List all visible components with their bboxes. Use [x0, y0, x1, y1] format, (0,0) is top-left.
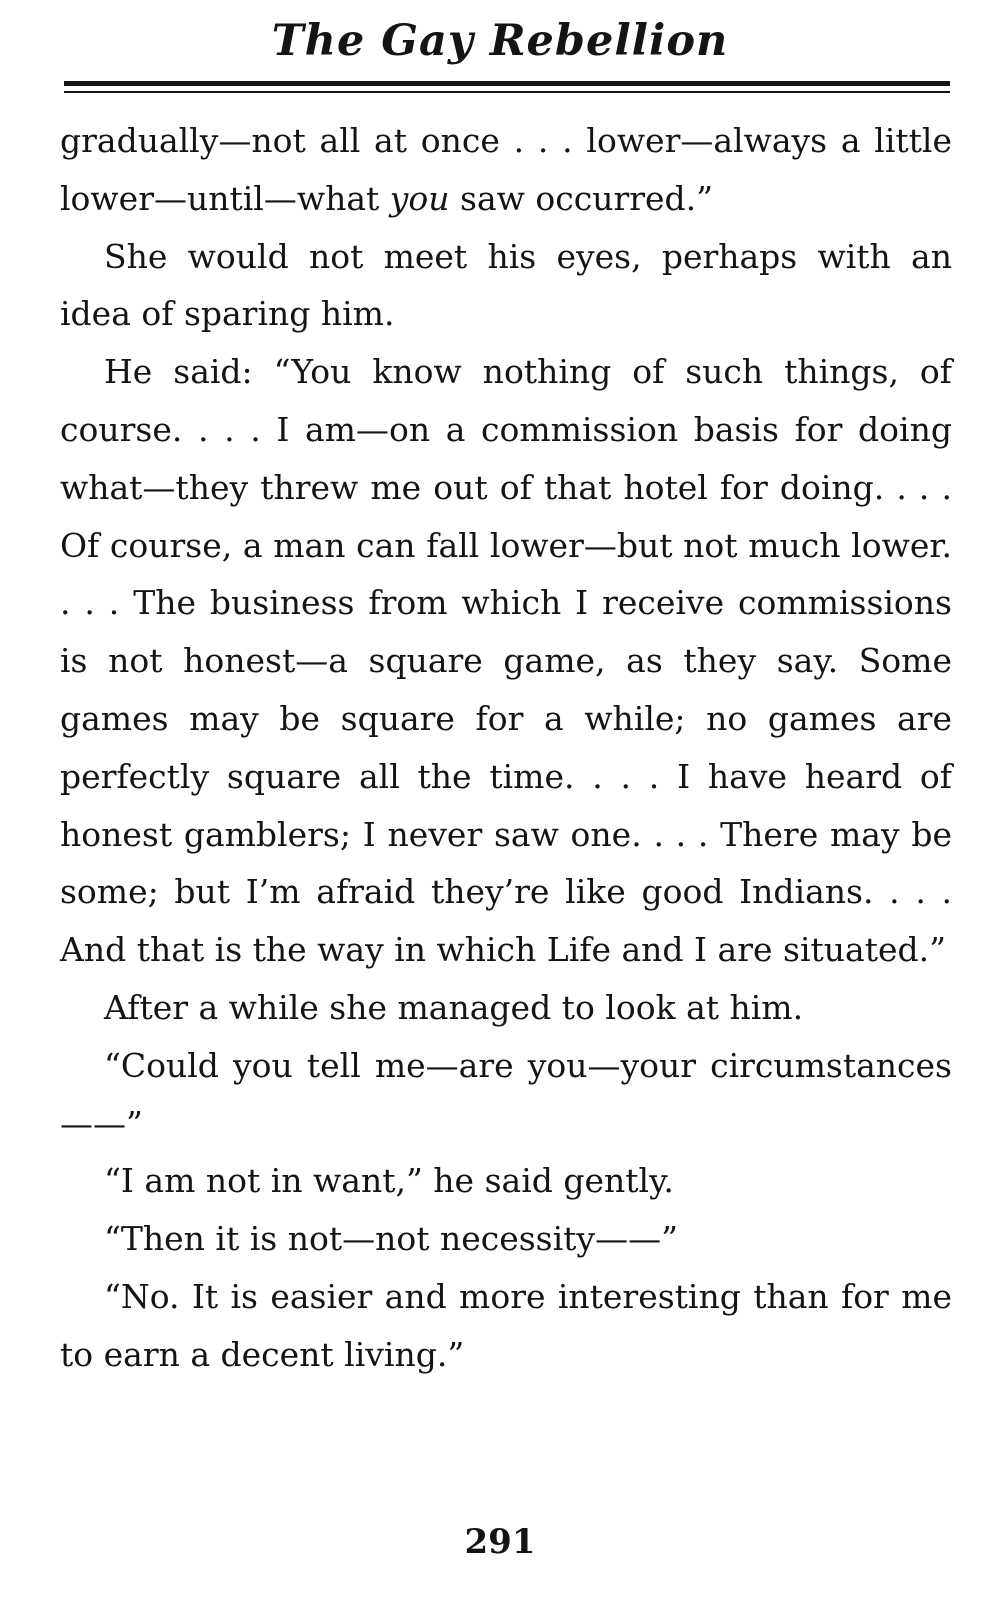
paragraph-text: saw occurred.” — [449, 178, 714, 218]
page-number: 291 — [464, 1522, 536, 1562]
paragraph-text: gradually—not all at once . . . lower—always a little lower—until—what — [60, 121, 952, 218]
paragraph: “I am not in want,” he said gently. — [104, 1161, 674, 1201]
paragraph: “Could you tell me—are you—your circumstances——” — [60, 1045, 952, 1143]
header-rule-thick — [64, 81, 950, 86]
page-body — [60, 112, 952, 1384]
emphasis-word: you — [389, 178, 450, 218]
paragraph: He said: “You know nothing of such things, of course. . . . I am—on a commission basis for doing what—they threw me out of that hotel for doing. . . . Of course, a man can fall lower—but not much lower. . . . The business from which I receive commissions is not honest—a square game, as they say. Some games may be square for a while; no games are perfectly square all the time. . . . I have heard of honest gamblers; I never saw one. . . . There may be some; but I’m afraid they’re like good Indians. . . . And that is the way in which Life and I are situated.” — [60, 352, 952, 970]
paragraph: “Then it is not—not necessity——” — [104, 1219, 678, 1259]
paragraph-continuation — [60, 112, 952, 228]
paragraph: After a while she managed to look at him. — [104, 987, 804, 1027]
running-title: The Gay Rebellion — [271, 16, 729, 66]
header-rule-thin — [64, 91, 950, 93]
paragraph: She would not meet his eyes, perhaps with an idea of sparing him. — [60, 236, 952, 334]
paragraph: “No. It is easier and more interesting than for me to earn a decent living.” — [60, 1276, 952, 1374]
